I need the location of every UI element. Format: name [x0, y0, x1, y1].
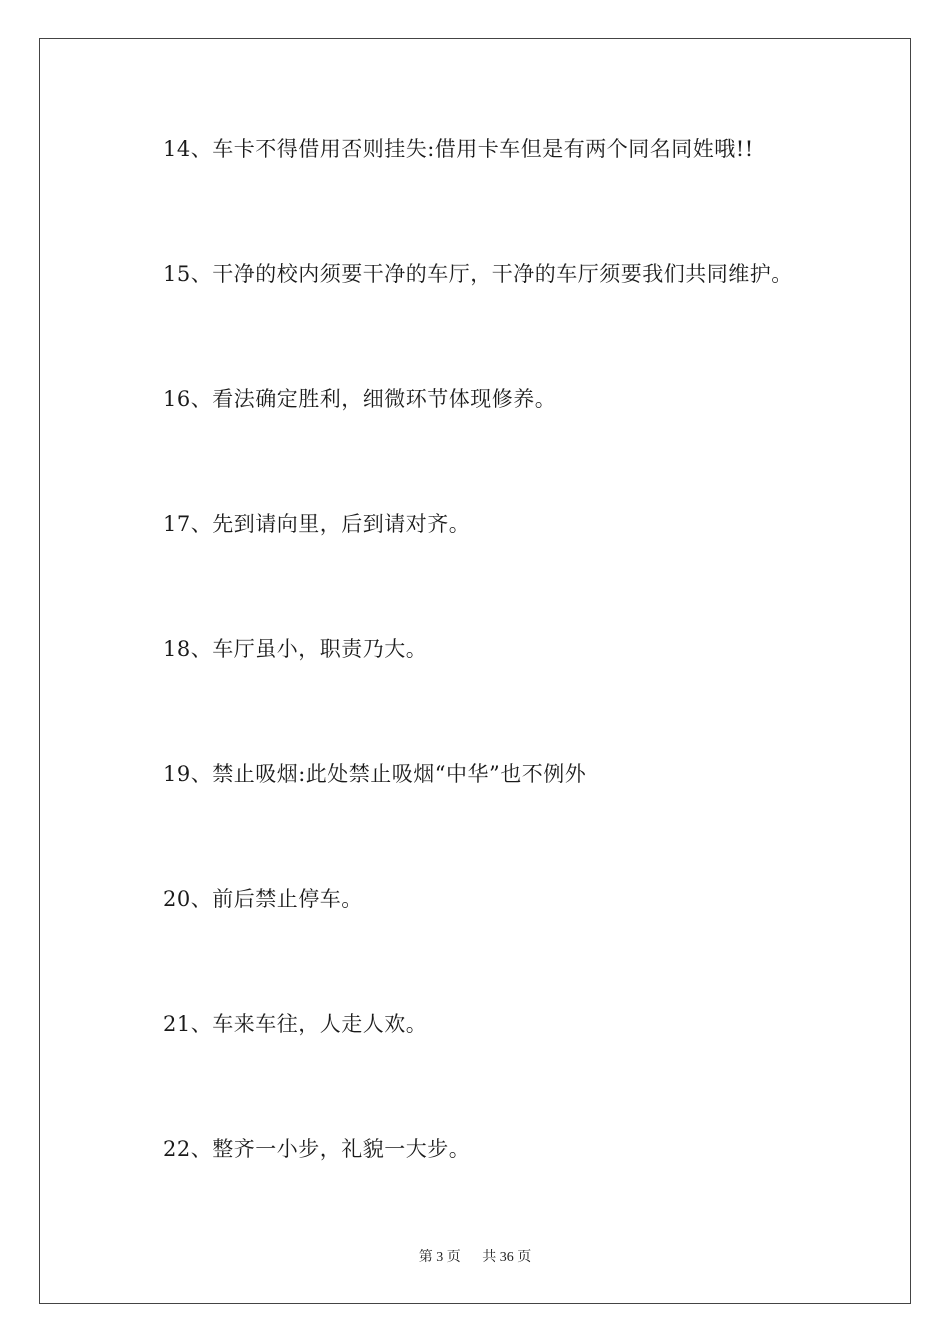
list-item: 21、车来车往，人走人欢。 — [163, 1012, 428, 1036]
page-footer — [0, 1246, 950, 1266]
list-item: 19、禁止吸烟:此处禁止吸烟“中华”也不例外 — [163, 762, 587, 786]
document-body — [163, 133, 883, 1258]
list-item: 18、车厅虽小，职责乃大。 — [163, 637, 428, 661]
page-number: 第 3 页 — [418, 1250, 461, 1265]
list-item: 15、干净的校内须要干净的车厅，干净的车厅须要我们共同维护。 — [163, 262, 793, 286]
list-item: 14、车卡不得借用否则挂失:借用卡车但是有两个同名同姓哦!! — [163, 137, 754, 161]
list-item: 22、整齐一小步，礼貌一大步。 — [163, 1137, 471, 1161]
list-item: 20、前后禁止停车。 — [163, 887, 363, 911]
list-item: 16、看法确定胜利，细微环节体现修养。 — [163, 387, 557, 411]
page-total: 共 36 页 — [482, 1250, 532, 1265]
list-item: 17、先到请向里，后到请对齐。 — [163, 512, 471, 536]
